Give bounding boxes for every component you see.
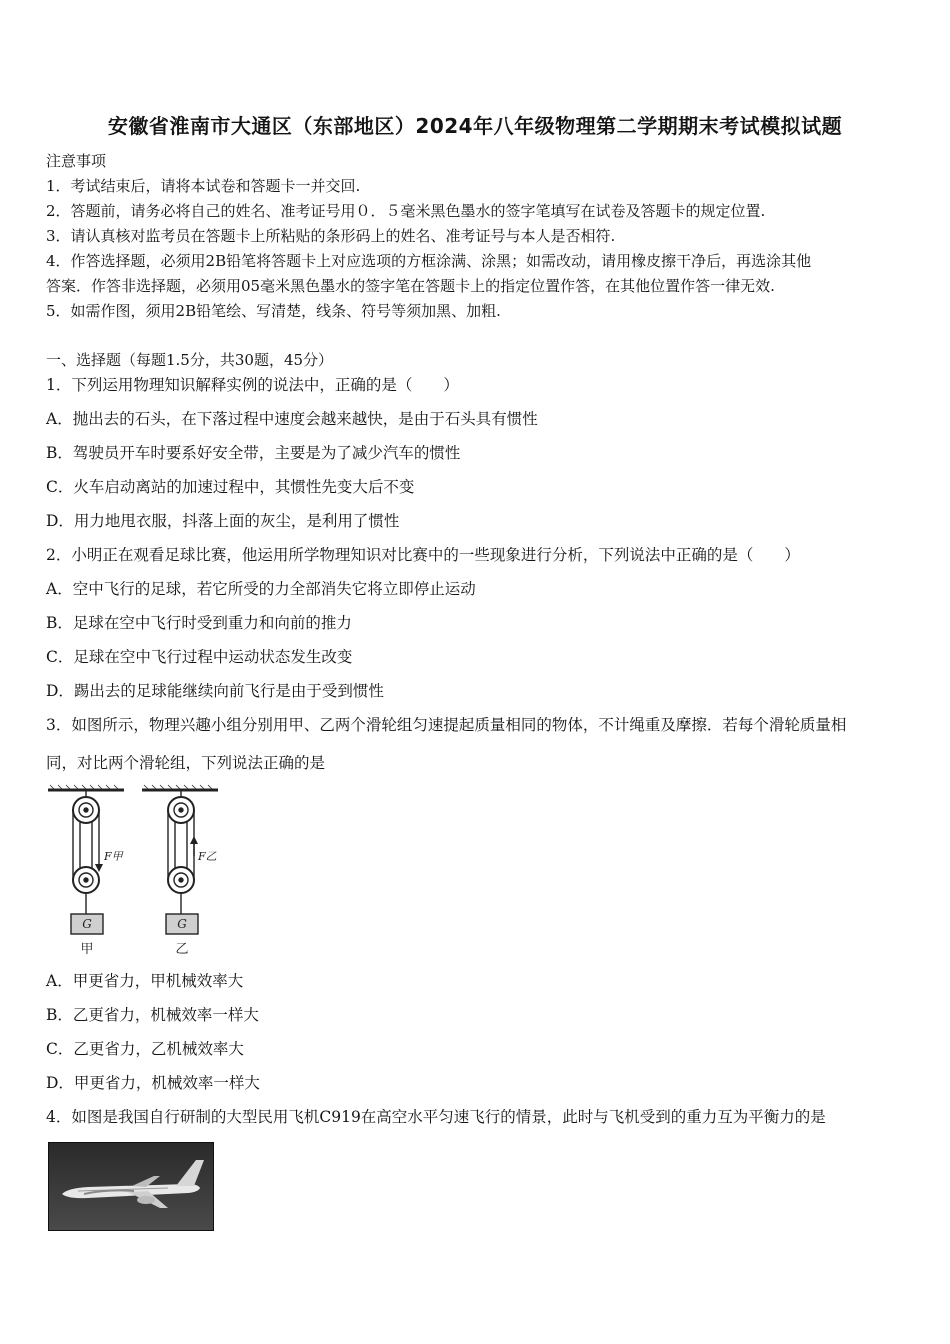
question-stem-line1: 3．如图所示，物理兴趣小组分别用甲、乙两个滑轮组匀速提起质量相同的物体，不计绳重及摩擦．若每个滑轮质量相 xyxy=(46,716,847,734)
option-a: A．空中飞行的足球，若它所受的力全部消失它将立即停止运动 xyxy=(46,580,476,598)
option-c: C．火车启动离站的加速过程中，其惯性先变大后不变 xyxy=(46,478,415,496)
notice-item: 5．如需作图，须用2B铅笔绘、写清楚，线条、符号等须加黑、加粗. xyxy=(46,302,501,320)
notice-item: 答案．作答非选择题，必须用05毫米黑色墨水的签字笔在答题卡上的指定位置作答，在其他位置作答一律无效. xyxy=(46,277,775,295)
pulley-diagram xyxy=(44,782,234,960)
notice-heading: 注意事项 xyxy=(46,152,107,170)
page-title: 安徽省淮南市大通区（东部地区）2024年八年级物理第二学期期末考试模拟试题 xyxy=(107,114,843,138)
option-a: A．甲更省力，甲机械效率大 xyxy=(46,972,244,990)
section-heading: 一、选择题（每题1.5分，共30题，45分） xyxy=(46,351,334,369)
question-stem: 1．下列运用物理知识解释实例的说法中，正确的是（ ） xyxy=(46,376,459,394)
notice-item: 4．作答选择题，必须用2B铅笔将答题卡上对应选项的方框涂满、涂黑；如需改动，请用橡皮擦干净后，再选涂其他 xyxy=(46,252,812,270)
caption-right: 乙 xyxy=(175,942,189,957)
option-d: D．甲更省力，机械效率一样大 xyxy=(46,1074,260,1092)
caption-left: 甲 xyxy=(80,942,94,957)
option-a: A．抛出去的石头，在下落过程中速度会越来越快，是由于石头具有惯性 xyxy=(46,410,538,428)
notice-item: 1．考试结束后，请将本试卷和答题卡一并交回. xyxy=(46,177,361,195)
option-d: D．踢出去的足球能继续向前飞行是由于受到惯性 xyxy=(46,682,384,700)
option-b: B．足球在空中飞行时受到重力和向前的推力 xyxy=(46,614,352,632)
notice-item: 3．请认真核对监考员在答题卡上所粘贴的条形码上的姓名、准考证号与本人是否相符. xyxy=(46,227,616,245)
force-label-left: F甲 xyxy=(104,850,123,863)
option-c: C．足球在空中飞行过程中运动状态发生改变 xyxy=(46,648,353,666)
option-d: D．用力地甩衣服，抖落上面的灰尘，是利用了惯性 xyxy=(46,512,400,530)
airplane-photo xyxy=(48,1142,214,1231)
question-stem: 4．如图是我国自行研制的大型民用飞机C919在高空水平匀速飞行的情景，此时与飞机受到的重力互为平衡力的是 xyxy=(46,1108,826,1126)
option-b: B．乙更省力，机械效率一样大 xyxy=(46,1006,259,1024)
weight-label-right: G xyxy=(177,917,187,931)
option-b: B．驾驶员开车时要系好安全带，主要是为了减少汽车的惯性 xyxy=(46,444,461,462)
notice-item: 2．答题前，请务必将自己的姓名、准考证号用０．５毫米黑色墨水的签字笔填写在试卷及答题卡的规定位置. xyxy=(46,202,766,220)
weight-label-left: G xyxy=(82,917,92,931)
question-stem: 2．小明正在观看足球比赛，他运用所学物理知识对比赛中的一些现象进行分析，下列说法中正确的是（ ） xyxy=(46,546,800,564)
option-c: C．乙更省力，乙机械效率大 xyxy=(46,1040,244,1058)
force-label-right: F乙 xyxy=(198,850,217,863)
question-stem-line2: 同，对比两个滑轮组，下列说法正确的是 xyxy=(46,754,326,772)
